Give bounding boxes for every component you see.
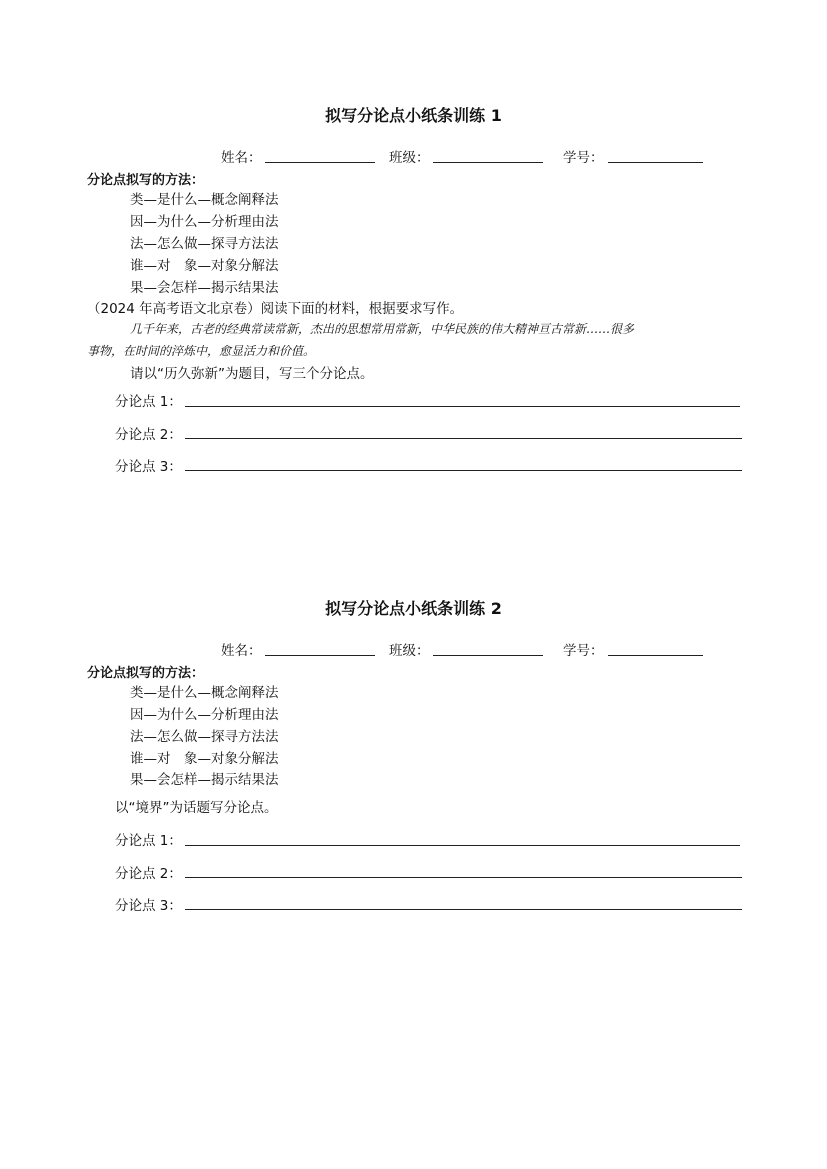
method-item: 谁—对 象—对象分解法 <box>130 751 279 767</box>
method-item: 因—为什么—分析理由法 <box>130 214 279 230</box>
method-item: 法—怎么做—探寻方法法 <box>130 729 279 745</box>
name-label: 姓名： <box>221 150 262 166</box>
section1-title: 拟写分论点小纸条训练 1 <box>325 106 502 125</box>
point-label-3: 分论点 3： <box>115 459 182 475</box>
point-label-3: 分论点 3： <box>115 898 182 914</box>
point-3-input-line[interactable] <box>185 470 742 471</box>
name-label: 姓名： <box>221 643 262 659</box>
point-3-input-line[interactable] <box>185 909 742 910</box>
point-label-1: 分论点 1： <box>115 833 182 849</box>
point-1-input-line[interactable] <box>185 845 740 846</box>
methods-heading: 分论点拟写的方法： <box>87 666 205 681</box>
point-label-2: 分论点 2： <box>115 427 182 443</box>
material-line-2: 事物，在时间的淬炼中，愈显活力和价值。 <box>87 344 316 358</box>
instruction: 以“境界”为话题写分论点。 <box>115 800 278 816</box>
class-input-line[interactable] <box>433 655 543 656</box>
student-id-input-line[interactable] <box>608 162 703 163</box>
point-2-input-line[interactable] <box>185 438 742 439</box>
prompt-intro: （2024 年高考语文北京卷）阅读下面的材料，根据要求写作。 <box>87 301 464 317</box>
class-label: 班级： <box>389 150 430 166</box>
method-item: 类—是什么—概念阐释法 <box>130 685 279 701</box>
method-item: 果—会怎样—揭示结果法 <box>130 280 279 296</box>
method-item: 果—会怎样—揭示结果法 <box>130 772 279 788</box>
class-input-line[interactable] <box>433 162 543 163</box>
point-label-2: 分论点 2： <box>115 866 182 882</box>
student-id-input-line[interactable] <box>608 655 703 656</box>
student-id-label: 学号： <box>563 150 604 166</box>
method-item: 因—为什么—分析理由法 <box>130 707 279 723</box>
class-label: 班级： <box>389 643 430 659</box>
name-input-line[interactable] <box>265 162 375 163</box>
method-item: 法—怎么做—探寻方法法 <box>130 236 279 252</box>
student-id-label: 学号： <box>563 643 604 659</box>
section2-title: 拟写分论点小纸条训练 2 <box>325 599 502 618</box>
material-line-1: 几千年来，古老的经典常读常新，杰出的思想常用常新，中华民族的伟大精神亘古常新……很多 <box>130 322 635 336</box>
point-2-input-line[interactable] <box>185 877 742 878</box>
point-1-input-line[interactable] <box>185 406 740 407</box>
methods-heading: 分论点拟写的方法： <box>87 173 205 188</box>
name-input-line[interactable] <box>265 655 375 656</box>
method-item: 谁—对 象—对象分解法 <box>130 258 279 274</box>
instruction: 请以“历久弥新”为题目，写三个分论点。 <box>130 366 374 382</box>
method-item: 类—是什么—概念阐释法 <box>130 192 279 208</box>
point-label-1: 分论点 1： <box>115 394 182 410</box>
